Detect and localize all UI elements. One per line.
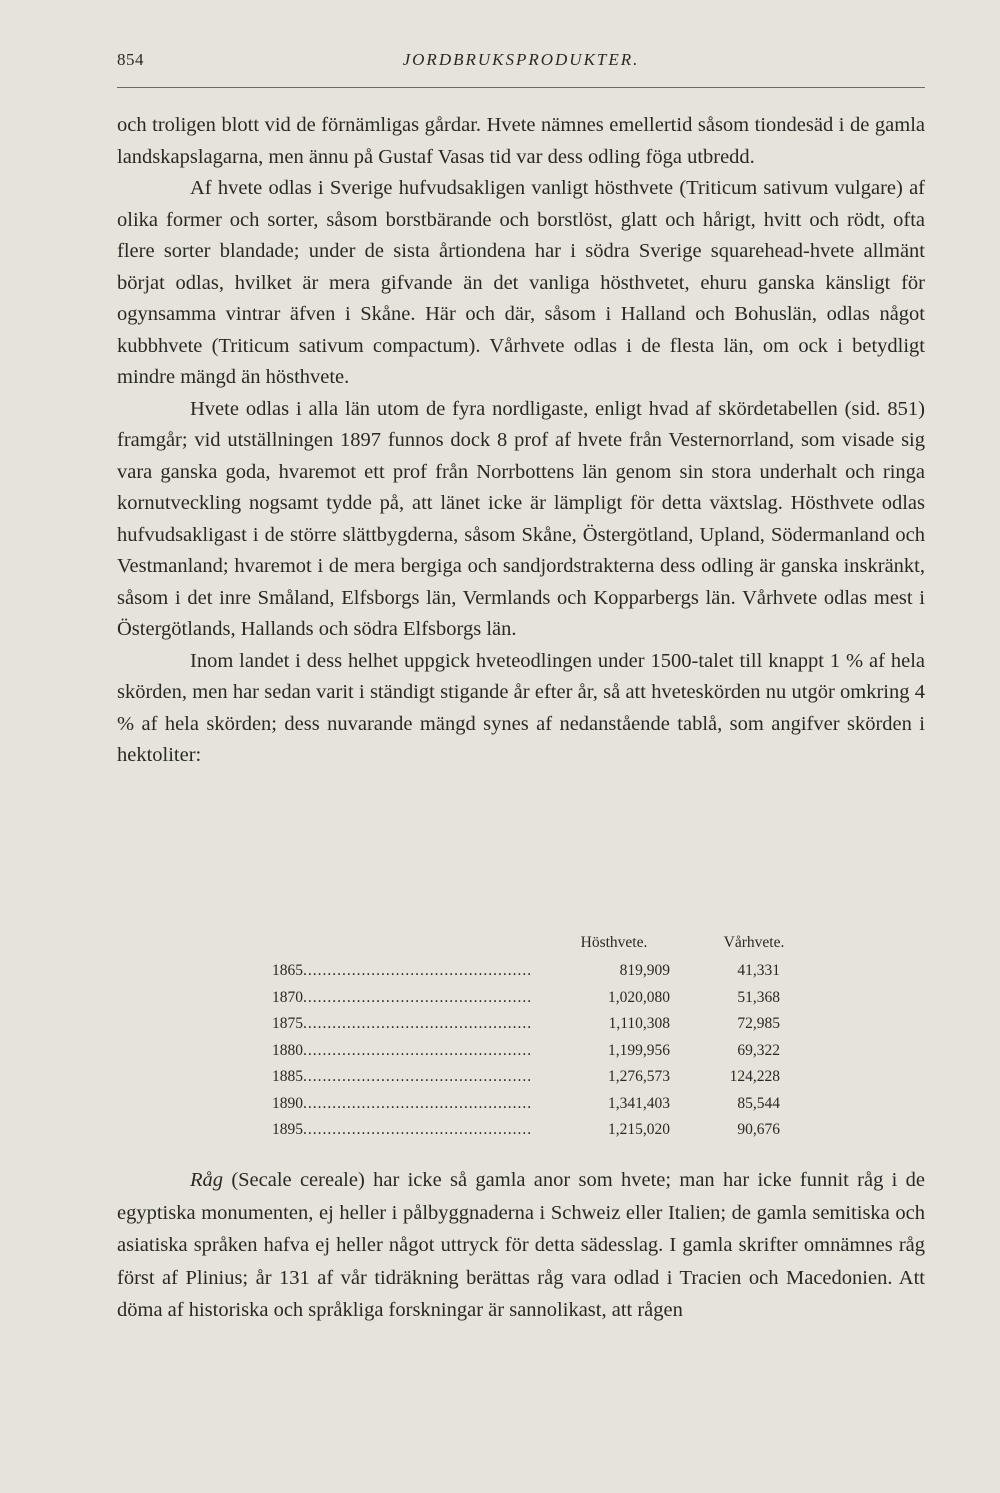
year-cell: 1865 ..... bbox=[272, 958, 532, 985]
body-text-rag bbox=[117, 1164, 925, 1327]
body-text bbox=[117, 110, 925, 772]
table-row bbox=[272, 1011, 812, 1038]
paragraph-rag bbox=[117, 1164, 925, 1327]
varhvete-cell: 124,228 bbox=[729, 1068, 780, 1085]
leader-dots bbox=[303, 1015, 532, 1032]
leader-dots bbox=[303, 962, 532, 979]
year-cell: 1880 ..... bbox=[272, 1038, 532, 1065]
header-rule bbox=[117, 87, 925, 88]
hosthvete-cell: 1,199,956 bbox=[608, 1041, 670, 1059]
paragraph-4: Inom landet i dess helhet uppgick hveteodlingen under 1500-talet till knappt 1 % af hela skörden, men har sedan varit i ständigt stigande år efter år, så att hveteskörden nu utgör omkring 4 % af hela skörden; dess nuvarande mängd synes af nedanstående tablå, som angifver skörden i hektoliter: bbox=[117, 649, 925, 766]
hosthvete-cell: 1,276,573 bbox=[608, 1068, 670, 1085]
varhvete-cell: 72,985 bbox=[737, 1015, 780, 1032]
running-head bbox=[117, 50, 925, 74]
leader-dots bbox=[303, 1068, 532, 1085]
hosthvete-cell: 1,341,403 bbox=[608, 1094, 670, 1112]
hosthvete-cell: 1,110,308 bbox=[608, 1015, 670, 1032]
harvest-table bbox=[272, 934, 812, 1144]
running-title: JORDBRUKSPRODUKTER. bbox=[402, 50, 640, 69]
year-cell: 1870 ..... bbox=[272, 985, 532, 1012]
varhvete-cell: 90,676 bbox=[737, 1121, 780, 1138]
column-header-hosthvete: Hösthvete. bbox=[580, 934, 648, 951]
table-row bbox=[272, 958, 812, 985]
year-cell: 1890 ..... bbox=[272, 1091, 532, 1118]
year-cell: 1885 ..... bbox=[272, 1064, 532, 1091]
term-rag: Råg bbox=[190, 1169, 224, 1191]
leader-dots bbox=[303, 1121, 532, 1138]
year-cell: 1875 ..... bbox=[272, 1011, 532, 1038]
varhvete-cell: 41,331 bbox=[737, 962, 780, 979]
varhvete-cell: 69,322 bbox=[737, 1041, 780, 1059]
column-header-varhvete: Vårhvete. bbox=[723, 934, 785, 951]
paragraph-1: och troligen blott vid de förnämligas gårdar. Hvete nämnes emellertid såsom tiondesäd i de gamla landskapslagarna, men ännu på Gustaf Vasas tid var dess odling föga utbredd. bbox=[117, 114, 925, 168]
table-row bbox=[272, 1064, 812, 1091]
leader-dots bbox=[303, 1042, 532, 1059]
year-cell: 1895 ..... bbox=[272, 1117, 532, 1144]
table-row bbox=[272, 1117, 812, 1144]
hosthvete-cell: 1,020,080 bbox=[608, 988, 670, 1006]
paragraph-3: Hvete odlas i alla län utom de fyra nordligaste, enligt hvad af skördetabellen (sid. 851) framgår; vid utställningen 1897 funnos dock 8 prof af hvete från Vesternorrland, som visade sig vara ganska goda, hvaremot ett prof från Norrbottens län genom sin stora underhalt och ringa kornutveckling nogsamt tydde på, att länet icke är lämpligt för detta växtslag. Hösthvete odlas hufvudsakligast i de större slättbygderna, såsom Skåne, Östergötland, Upland, Södermanland och Vestmanland; hvaremot i de mera bergiga och sandjordstrakterna dess odling är ganska inskränkt, såsom i det inre Småland, Elfsborgs län, Vermlands och Kopparbergs län. Vårhvete odlas mest i Östergötlands, Hallands och södra Elfsborgs län. bbox=[117, 397, 925, 640]
table-row bbox=[272, 1038, 812, 1065]
table-row bbox=[272, 1091, 812, 1118]
table-header bbox=[272, 934, 812, 958]
table-row bbox=[272, 985, 812, 1012]
varhvete-cell: 51,368 bbox=[737, 988, 780, 1006]
leader-dots bbox=[303, 1095, 532, 1112]
page-number: 854 bbox=[117, 50, 144, 69]
hosthvete-cell: 819,909 bbox=[619, 962, 670, 979]
paragraph-2: Af hvete odlas i Sverige hufvudsakligen vanligt hösthvete (Triticum sativum vulgare) af olika former och sorter, såsom borstbärande och borstlöst, glatt och hårigt, hvitt och rödt, ofta flere sorter blandade; under de sista årtiondena har i södra Sverige squarehead-hvete allmänt börjat odlas, hvilket är mera gifvande än det vanliga hösthvetet, ehuru ganska känsligt för ogynsamma vintrar äfven i Skåne. Här och där, såsom i Halland och Bohuslän, odlas något kubbhvete (Triticum sativum compactum). Vårhvete odlas i de flesta län, om ock i betydligt mindre mängd än hösthvete. bbox=[117, 177, 925, 388]
leader-dots bbox=[303, 989, 532, 1006]
hosthvete-cell: 1,215,020 bbox=[608, 1121, 670, 1138]
varhvete-cell: 85,544 bbox=[737, 1094, 780, 1112]
paragraph-rag-text: (Secale cereale) har icke så gamla anor som hvete; man har icke funnit råg i de egyptiska monumenten, ej heller i pålbyggnaderna i Schweiz eller Italien; de gamla semitiska och asiatiska språken hafva ej heller något uttryck för detta sädesslag. I gamla skrifter omnämnes råg först af Plinius; år 131 af vår tidräkning berättas råg vara odlad i Tracien och Macedonien. Att döma af historiska och språkliga forskningar är sannolikast, att rågen bbox=[117, 1169, 925, 1321]
